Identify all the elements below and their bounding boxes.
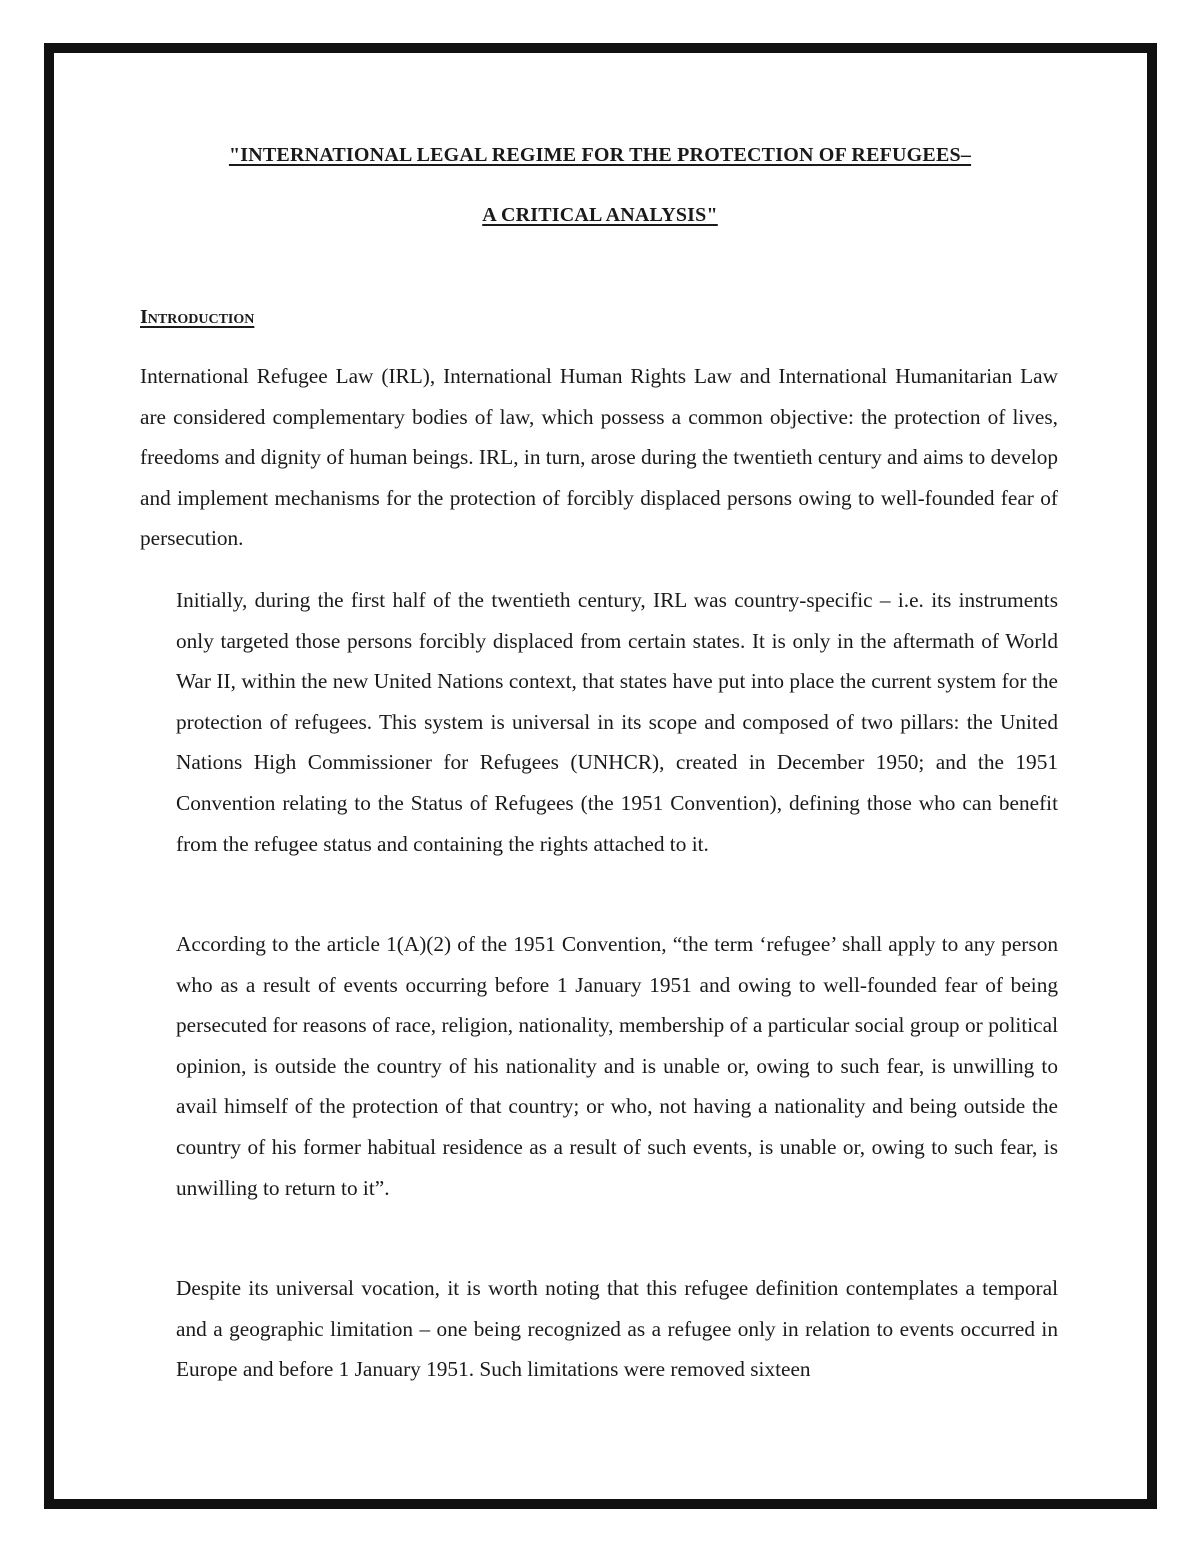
paragraph-2: Initially, during the first half of the twentieth century, IRL was country-specific – i.e. its instruments only targeted those persons forcibly displaced from certain states. It is only in the aftermath of World War II, within the new United Nations context, that states have put into place the current system for the protection of refugees. This system is universal in its scope and composed of two pillars: the United Nations High Commissioner for Refugees (UNHCR), created in December 1950; and the 1951 Convention relating to the Status of Refugees (the 1951 Convention), defining those who can benefit from the refugee status and containing the rights attached to it. [176, 588, 1058, 856]
document-title-line-1: "INTERNATIONAL LEGAL REGIME FOR THE PROTECTION OF REFUGEES– [228, 144, 972, 166]
section-heading-introduction: Introduction [140, 306, 255, 328]
paragraph-1: International Refugee Law (IRL), International Human Rights Law and International Humanitarian Law are considered complementary bodies of law, which possess a common objective: the protection of lives, freedoms and dignity of human beings. IRL, in turn, arose during the twentieth century and aims to develop and implement mechanisms for the protection of forcibly displaced persons owing to well-founded fear of persecution. [140, 364, 1058, 551]
paragraph-3: According to the article 1(A)(2) of the 1951 Convention, “the term ‘refugee’ shall apply to any person who as a result of events occurring before 1 January 1951 and owing to well-founded fear of being persecuted for reasons of race, religion, nationality, membership of a particular social group or political opinion, is outside the country of his nationality and is unable or, owing to such fear, is unwilling to avail himself of the protection of that country; or who, not having a nationality and being outside the country of his former habitual residence as a result of such events, is unable or, owing to such fear, is unwilling to return to it”. [176, 932, 1058, 1200]
document-title-line-2: A CRITICAL ANALYSIS" [482, 204, 718, 226]
paragraph-4: Despite its universal vocation, it is worth noting that this refugee definition contemplates a temporal and a geographic limitation – one being recognized as a refugee only in relation to events occurred in Europe and before 1 January 1951. Such limitations were removed sixteen [176, 1276, 1058, 1382]
